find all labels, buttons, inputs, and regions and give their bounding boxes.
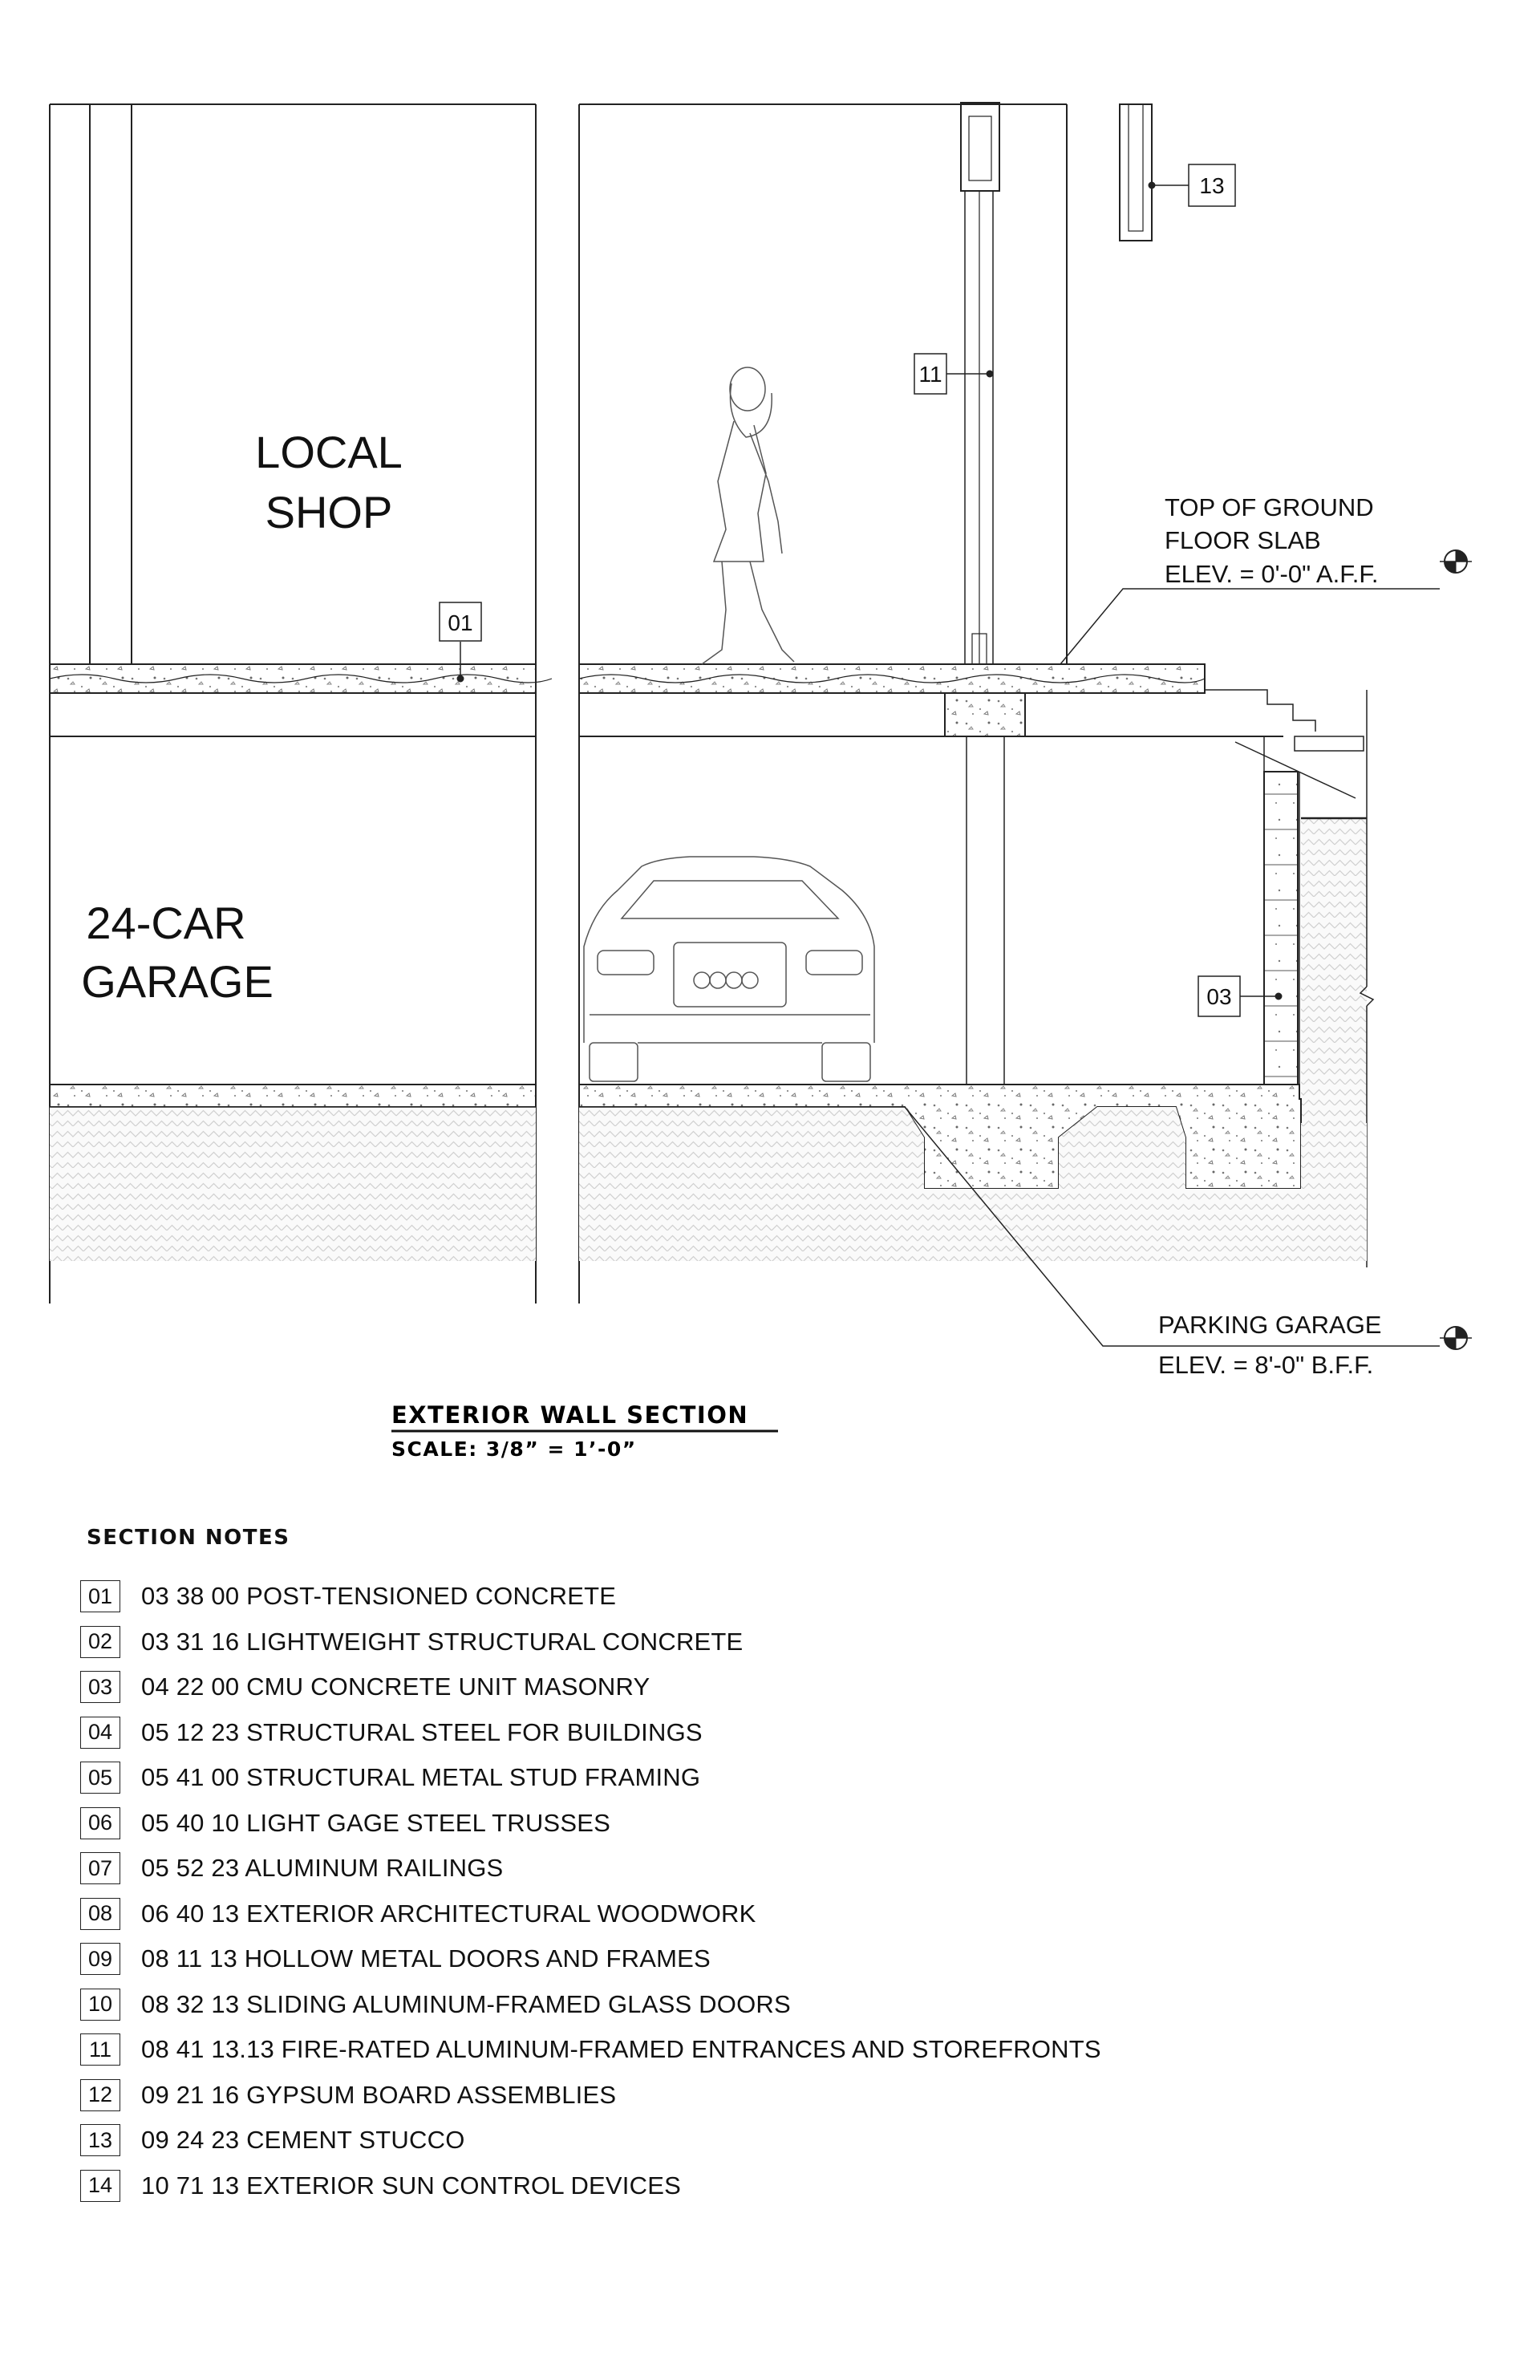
section-note-text: 05 52 23 ALUMINUM RAILINGS <box>141 1854 504 1883</box>
ground-elev-line3: ELEV. = 0'-0" A.F.F. <box>1165 560 1379 588</box>
drawing-scale: SCALE: 3/8” = 1’-0” <box>391 1437 637 1461</box>
garage-label-line2: GARAGE <box>81 956 274 1007</box>
section-note-number: 06 <box>80 1807 120 1839</box>
section-notes-list <box>80 1574 1364 2208</box>
callout-11: 11 <box>918 362 942 387</box>
callout-01: 01 <box>448 610 473 635</box>
section-note-number: 04 <box>80 1717 120 1749</box>
section-note-text: 08 41 13.13 FIRE-RATED ALUMINUM-FRAMED ENTRANCES AND STOREFRONTS <box>141 2035 1101 2064</box>
section-note-number: 14 <box>80 2170 120 2202</box>
car-illustration <box>584 857 874 1081</box>
section-note-row <box>80 1891 1364 1937</box>
section-notes <box>80 1526 1364 2208</box>
drawing-title: EXTERIOR WALL SECTION <box>391 1401 749 1429</box>
shop-label-line1: LOCAL <box>255 427 403 477</box>
section-note-row <box>80 2027 1364 2073</box>
garage-label-line1: 24-CAR <box>86 898 246 948</box>
section-note-number: 02 <box>80 1626 120 1658</box>
section-note-row <box>80 1846 1364 1891</box>
section-note-number: 11 <box>80 2033 120 2066</box>
section-note-row <box>80 2163 1364 2209</box>
ground-elev-line2: FLOOR SLAB <box>1165 526 1321 554</box>
section-note-number: 09 <box>80 1943 120 1975</box>
section-note-row <box>80 1574 1364 1620</box>
section-note-row <box>80 1755 1364 1801</box>
section-note-row <box>80 2118 1364 2163</box>
pedestrian-illustration <box>702 367 794 664</box>
section-note-text: 06 40 13 EXTERIOR ARCHITECTURAL WOODWORK <box>141 1899 756 1928</box>
section-note-number: 10 <box>80 1989 120 2021</box>
section-note-number: 07 <box>80 1852 120 1884</box>
section-notes-heading: SECTION NOTES <box>87 1526 290 1550</box>
callout-13: 13 <box>1199 173 1225 198</box>
elevation-target-parking <box>1440 1327 1472 1349</box>
section-note-row <box>80 1620 1364 1665</box>
section-note-number: 13 <box>80 2124 120 2156</box>
section-note-number: 05 <box>80 1762 120 1794</box>
section-note-text: 05 12 23 STRUCTURAL STEEL FOR BUILDINGS <box>141 1717 703 1746</box>
section-note-number: 01 <box>80 1580 120 1612</box>
section-note-row <box>80 1710 1364 1756</box>
section-note-row <box>80 2073 1364 2118</box>
section-note-number: 12 <box>80 2079 120 2111</box>
left-section-panel <box>50 104 552 1304</box>
section-note-text: 04 22 00 CMU CONCRETE UNIT MASONRY <box>141 1672 650 1701</box>
section-note-text: 08 11 13 HOLLOW METAL DOORS AND FRAMES <box>141 1944 711 1973</box>
elevation-target-ground <box>1440 550 1472 573</box>
section-note-text: 03 31 16 LIGHTWEIGHT STRUCTURAL CONCRETE <box>141 1627 744 1656</box>
section-note-row <box>80 1664 1364 1710</box>
section-note-row <box>80 1982 1364 2028</box>
parking-elev-line1: PARKING GARAGE <box>1158 1311 1382 1339</box>
section-note-text: 03 38 00 POST-TENSIONED CONCRETE <box>141 1582 617 1611</box>
section-note-text: 09 24 23 CEMENT STUCCO <box>141 2126 465 2155</box>
section-note-text: 05 40 10 LIGHT GAGE STEEL TRUSSES <box>141 1808 610 1837</box>
section-note-number: 03 <box>80 1671 120 1703</box>
callout-03: 03 <box>1206 984 1232 1009</box>
parking-elev-line2: ELEV. = 8'-0" B.F.F. <box>1158 1351 1374 1379</box>
section-note-text: 08 32 13 SLIDING ALUMINUM-FRAMED GLASS DOORS <box>141 1989 791 2018</box>
shop-label-line2: SHOP <box>265 487 393 537</box>
section-note-text: 09 21 16 GYPSUM BOARD ASSEMBLIES <box>141 2080 617 2109</box>
ground-elev-line1: TOP OF GROUND <box>1165 493 1374 521</box>
right-section-panel <box>579 103 1472 1349</box>
section-note-row <box>80 1801 1364 1847</box>
section-note-row <box>80 1936 1364 1982</box>
section-note-number: 08 <box>80 1898 120 1930</box>
section-note-text: 05 41 00 STRUCTURAL METAL STUD FRAMING <box>141 1763 701 1792</box>
section-note-text: 10 71 13 EXTERIOR SUN CONTROL DEVICES <box>141 2171 681 2200</box>
